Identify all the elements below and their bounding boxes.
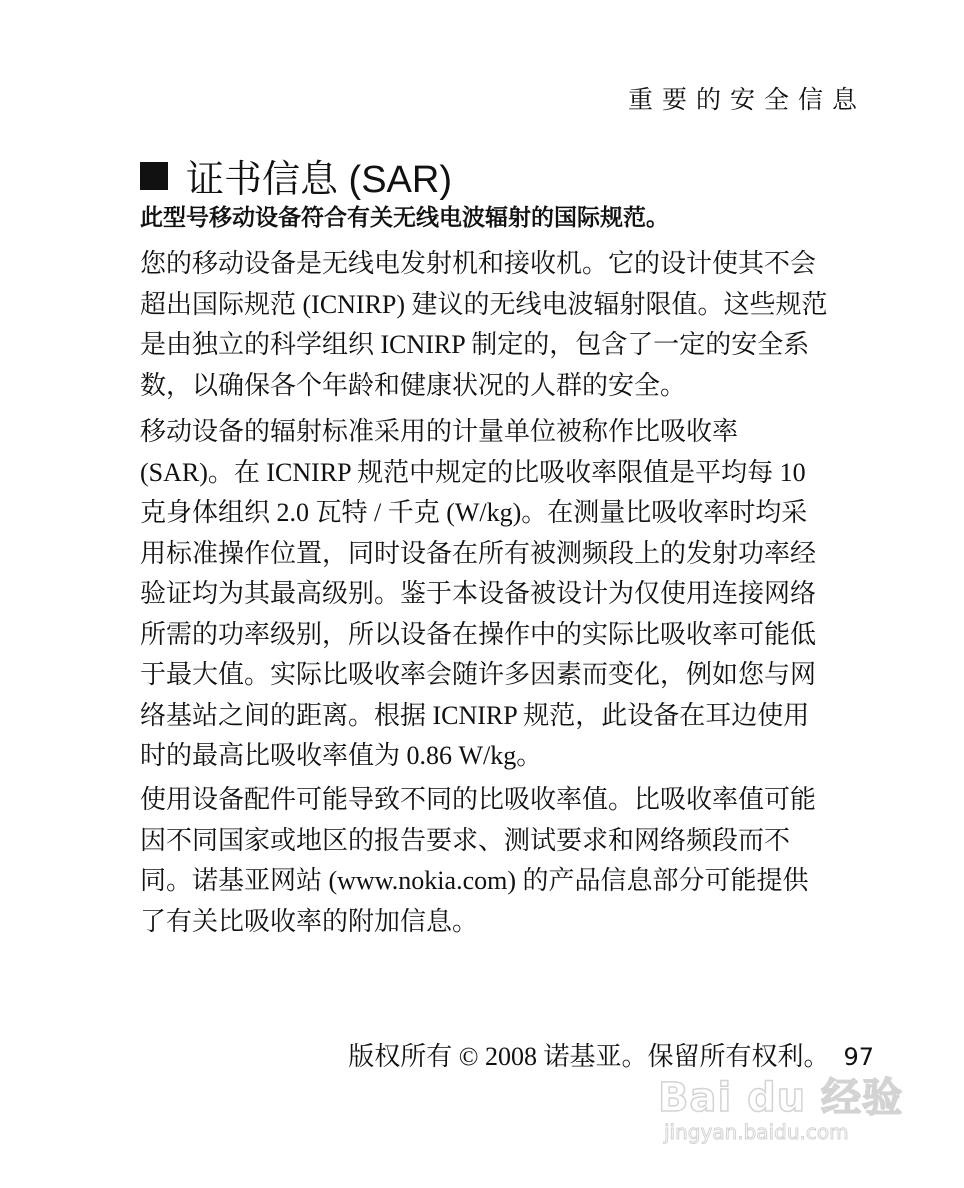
page-number: 97 [843,1043,874,1071]
text-line: 所需的功率级别，所以设备在操作中的实际比吸收率可能低 [140,619,817,649]
watermark-url: jingyan.baidu.com [664,1120,849,1144]
text-line: 超出国际规范 (ICNIRP) 建议的无线电波辐射限值。这些规范 [140,289,828,319]
text-line: 克身体组织 2.0 瓦特 / 千克 (W/kg)。在测量比吸收率时均采 [140,498,808,527]
text-line: 同。诺基亚网站 (www.nokia.com) 的产品信息部分可能提供 [140,866,809,895]
section-title-row [140,148,452,203]
paragraph-3 [140,780,870,942]
text-line: 验证均为其最高级别。鉴于本设备被设计为仅使用连接网络 [140,579,817,608]
section-subtitle: 此型号移动设备符合有关无线电波辐射的国际规范。 [140,205,669,231]
paragraph-2 [140,412,870,777]
baidu-watermark [658,1066,908,1156]
copyright-text: 版权所有 © 2008 诺基亚。保留所有权利。 [348,1042,830,1071]
text-line: 时的最高比吸收率值为 0.86 W/kg。 [140,741,543,770]
text-line: 了有关比吸收率的附加信息。 [140,906,479,936]
text-line: 使用设备配件可能导致不同的比吸收率值。比吸收率值可能 [140,785,817,814]
watermark-brand: Bai du 经验 [658,1075,904,1121]
text-line: 是由独立的科学组织 ICNIRP 制定的，包含了一定的安全系 [140,330,810,359]
paragraph-1 [140,244,870,406]
text-line: 移动设备的辐射标准采用的计量单位被称作比吸收率 [140,417,739,446]
text-line: 络基站之间的距离。根据 ICNIRP 规范，此设备在耳边使用 [140,700,810,730]
text-line: 用标准操作位置，同时设备在所有被测频段上的发射功率经 [140,538,817,568]
text-line: 因不同国家或地区的报告要求、测试要求和网络频段而不 [140,825,791,855]
running-header: 重要的安全信息 [627,85,866,114]
text-line: 数，以确保各个年龄和健康状况的人群的安全。 [140,370,687,400]
section-title: 证书信息 (SAR) [186,159,453,201]
text-line: 于最大值。实际比吸收率会随许多因素而变化，例如您与网 [140,660,817,689]
text-line: 您的移动设备是无线电发射机和接收机。它的设计使其不会 [140,249,817,278]
bullet-square-icon [140,162,168,190]
text-line: (SAR)。在 ICNIRP 规范中规定的比吸收率限值是平均每 10 [140,457,806,487]
